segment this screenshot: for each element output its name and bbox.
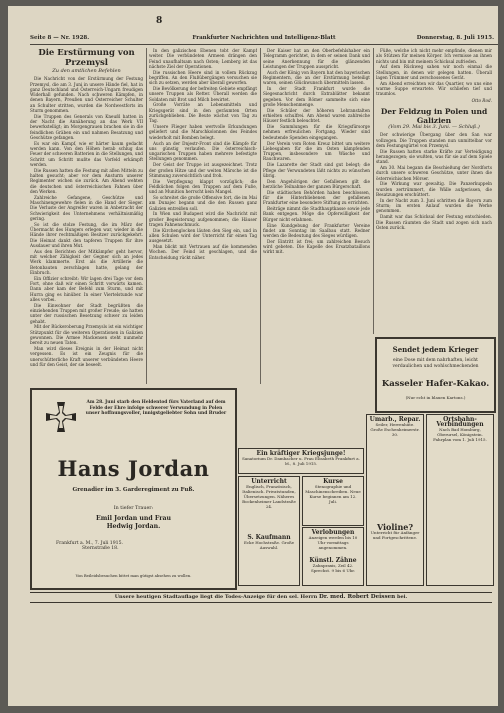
paragraph: Auf dem Rückweg sahen wir noch einmal die Stellungen, in denen wir gelegen hatten. Überall lagen Trümmer und zerschossenes Gerät. [376, 64, 492, 80]
newspaper-page [8, 6, 498, 706]
ad-title: Kurse [323, 478, 343, 485]
ad-title: Unterricht [251, 478, 287, 485]
article-signature: Otto Rod. [471, 97, 492, 103]
mourning-line: In tiefer Trauer: [113, 506, 154, 511]
notice-name: Dr. med. Robert Deissen [318, 594, 396, 600]
blank-margin [30, 604, 492, 704]
address: Sternstraße 18. [82, 546, 119, 552]
paragraph: Die Wirkung war gewaltig. Die Panzerkuppeln wurden zertrümmert, die Wälle aufgerissen, die Besatzungen erschüttert. [376, 181, 492, 198]
paragraph: Eine Kundgebung der Frankfurter Vereine findet am Sonntag im Saalbau statt. Redner werden die Bedeutung des Sieges würdigen. [263, 222, 370, 239]
paragraph: Am 30. Mai begann die Beschießung der Nordforts durch unsere schweren Geschütze, unter ihnen die österreichischen Mörser. [376, 165, 492, 181]
column-main-article [30, 48, 143, 380]
article-body [30, 76, 143, 367]
paragraph: Auch an der Dnjestr-Front sind die Kämpfe für uns günstig verlaufen. Die österreichisch-ungarischen Truppen haben mehrere befestigte Stellungen genommen. [149, 140, 257, 162]
promo-product: Kasseler Hafer-Kakao. [381, 379, 490, 389]
paragraph: Man wird dieses Ereignis in der Heimat nicht vergessen. Es ist ein Zeugnis für die unerschütterliche Kraft unserer verbündeten Heere und für den Geist, der sie beseelt. [30, 346, 143, 368]
ad-title: Verlobungen [311, 529, 355, 536]
ad-text: Stenographie und Maschinenschreiben. Neue Kurse beginnen am 12. Juli. [305, 484, 361, 504]
page-number: 8 [156, 16, 163, 26]
notice-text: bei. [396, 594, 408, 600]
paragraph: Die Russen hatten starke Kräfte zur Verteidigung herangezogen; sie wußten, was für sie auf dem Spiele stand. [376, 148, 492, 165]
ad-zaehne [302, 527, 364, 586]
column-far-right-article [376, 48, 492, 332]
paragraph: Damit war das Schicksal der Festung entschieden. Die Russen räumten die Stadt und zogen sich nach Osten zurück. [376, 214, 492, 230]
promo-note: (Nur echt in blauen Kartons.) [405, 395, 466, 400]
masthead: Frankfurter Nachrichten und Intelligenz-Blatt [192, 35, 336, 41]
ad-text: Ecke Hochstraße. Große Auswahl. [243, 540, 295, 550]
paragraph: Der Eintritt ist frei; um zahlreichen Besuch wird gebeten. Die Kapelle des Ersatzbataillons wirkt mit. [263, 238, 370, 255]
ad-text: Seiler, Herrenhüte. Große Eschenheimerstr. 30. [370, 422, 420, 437]
paragraph: Große Vorräte an Lebensmitteln und Kriegsgerät sind in den geräumten Orten zurückgeblieben. Die Beute wächst von Tag zu Tag. [149, 102, 257, 124]
ad-text: Sanatorium Dr. Dambacher u. Frau Elisabeth Frankfurt a. M., 8. Juli 1915. [242, 456, 360, 466]
page-label: Seite 8 — Nr. 1928. [30, 35, 90, 41]
page-header [30, 34, 498, 45]
mourner-name: Emil Jordan und Frau [96, 515, 171, 522]
ad-title: Violine? [376, 522, 414, 532]
paragraph: Mit der Rückeroberung Przemysls ist ein wichtiger Stützpunkt für die weiteren Operationen in Galizien gewonnen. Die Armee Mackensen steht nunmehr bereit zu neuen Taten. [30, 324, 143, 346]
ad-title: Künstl. Zähne [309, 557, 357, 564]
ad-umarbeitung [366, 414, 424, 586]
paragraph: In der Nacht zum 3. Juni schritten die Bayern zum Sturm; im ersten Anlauf wurden die Werke genommen. [376, 197, 492, 214]
ad-text: Englisch, Französisch, Italienisch. Privatstunden, Übersetzungen. Näheres Bockenheimer Landstraße 24. [242, 484, 296, 509]
paragraph: Es war ein Kampf, wie er härter kaum gedacht werden kann. Von den Höhen herab schlug das Feuer der schweren Batterien in die Stellungen, und Schritt um Schritt mußte das Vorfeld erkämpft werden. [30, 140, 143, 168]
paragraph: In den galizischen Ebenen tobt der Kampf weiter. Die verbündeten Armeen drängen den Feind unaufhaltsam nach Osten; Lemberg ist das nächste Ziel der Operationen. [149, 48, 257, 69]
place-date: Frankfurt a. M., 7. Juli 1915. [56, 541, 123, 546]
paragraph: Die städtischen Behörden haben beschlossen, für die Hinterbliebenen der gefallenen Frankfurter eine besondere Stiftung zu errichten. [263, 189, 370, 206]
ad-title: Umarb., Repar. [369, 416, 421, 423]
paragraph: Die Bevölkerung der befreiten Gebiete empfängt unsere Truppen als Retter. Überall werden die Soldaten mit Brot und Milch bewirtet. [149, 86, 257, 102]
column-divider [146, 48, 147, 384]
ad-kurse [302, 476, 364, 526]
ad-text: Nach Bad Homburg, Oberursel, Königstein. Fahrplan vom 1. Juli 1915. [433, 427, 487, 442]
paragraph: Der schwierige Übergang über den San war vollzogen. Die Truppen standen nun unmittelbar vor dem Festungsgürtel von Przemysl. [376, 132, 492, 148]
paragraph: Die Sammlungen für die Kriegsfürsorge nehmen erfreulichen Fortgang. Wieder sind bedeutende Spenden eingegangen. [263, 124, 370, 140]
article-body [376, 132, 492, 230]
paragraph: In der Stadt Frankfurt wurde die Siegesnachricht durch Extrablätter bekannt gegeben. Vor dem Römer sammelte sich eine große Menschenmenge. [263, 86, 370, 107]
paragraph: Die Einwohner der Stadt begrüßten die einziehenden Truppen mit großer Freude; sie hatten unter der russischen Besetzung schwer zu leiden gehabt. [30, 302, 143, 324]
paragraph: So schreitet die große Offensive fort, die im Mai am Dunajec begann und die den Russen ganz Galizien entreißen soll. [149, 195, 257, 211]
deceased-name: Hans Jordan [57, 456, 210, 481]
paragraph: Man blickt mit Vertrauen auf die kommenden Wochen. Der Feind ist geschlagen, und die Entscheidung rückt näher. [149, 244, 257, 260]
deceased-rank: Grenadier im 3. Garderegiment zu Fuß. [72, 487, 195, 493]
mourner-name: Hedwig Jordan. [106, 523, 161, 530]
column-divider [373, 48, 374, 334]
paragraph: Die Russen hatten die Festung mit allen Mitteln zu halten gesucht; aber vor dem Ansturm unserer Regimenter wichen sie zurück. Am Abend wehten die deutschen und österreichischen Fahnen über den Werken. [30, 167, 143, 195]
obituary-intro: Am 28. Juni starb den Heldentod fürs Vaterland auf dem Felde der Ehre infolge schwerer Verwundung in Polen unser hoffnungsvoller, innigstgeliebter Sohn und Bruder [85, 400, 227, 417]
section-subtitle: (Vom 29. Mai bis 3. Juni. — Schluß.) [388, 123, 480, 130]
column-divider [260, 48, 261, 384]
paragraph: Unsere Flieger haben wertvolle Erkundungen geliefert und die Marschkolonnen des Feindes wiederholt mit Bomben belegt. [149, 124, 257, 140]
paragraph: Der Geist der Truppe ist ausgezeichnet. Trotz der großen Hitze und der weiten Märsche ist die Stimmung zuversichtlich und froh. [149, 162, 257, 178]
article-body [376, 48, 492, 97]
promo-box [375, 337, 496, 413]
section-title: Der Feldzug in Polen und Galizien [380, 106, 488, 125]
obituary-notice [30, 388, 237, 590]
ad-unterricht [238, 476, 300, 586]
paragraph: Die russischen Heere sind in vollem Rückzug begriffen. An den Flußübergängen versuchen sie sich zu setzen, werden aber überall geworfen. [149, 69, 257, 86]
ad-text: Unterricht für Anfänger und Fortgeschrittene. [370, 530, 420, 540]
paragraph: Die Nachricht von der Erstürmung der Festung Przemysl, die am 3. Juni in unsere Hände fiel, hat in ganz Deutschland und Österreich-Ungarn freudigen Widerhall gefunden. Nach schweren Kämpfen, in denen Bayern, Preußen und Österreicher Schulter an Schulter stritten, wurden die Nordwestforts im Sturm genommen. [30, 76, 143, 114]
paragraph: Am Abend erreichten wir das Quartier, wo uns eine warme Suppe erwartete. Wir schliefen tief und traumlos. [376, 80, 492, 97]
article-subtitle: Zu den amtlichen Befehlen [52, 68, 121, 74]
paragraph: Die Truppen des Generals von Kneußl hatten in der Nacht die Annäherung an das Werk VII bewerkstelligt; im Morgengrauen brachen sie in die feindlichen Gräben ein und nahmen Besatzung und Geschütze gefangen. [30, 113, 143, 141]
ad-ortsbahn [426, 414, 494, 586]
paragraph: Der Verein vom Roten Kreuz bittet um weitere Liebesgaben für die im Osten kämpfenden Truppen, insbesondere um Wäsche und Rauchwaren. [263, 140, 370, 162]
article-body [263, 48, 370, 255]
paragraph: Den Angehörigen der Gefallenen gilt die herzliche Teilnahme der ganzen Bürgerschaft. [263, 178, 370, 189]
obituary-place-date [56, 541, 123, 552]
paragraph: Die Verpflegung klappt vorzüglich; die Feldküchen folgen den Truppen auf dem Fuße, und an Munition herrscht kein Mangel. [149, 178, 257, 195]
promo-heading: Sendet jedem Krieger [392, 345, 479, 354]
article-body [149, 48, 257, 260]
paragraph: So ist die stolze Festung, die im März der Übermacht des Hungers erlegen war, wieder in die Hände ihrer rechtmäßigen Besitzer zurückgekehrt. Die Heimat dankt den tapferen Truppen für ihre Ausdauer und ihren Mut. [30, 221, 143, 248]
paragraph: Der Kaiser hat an den Oberbefehlshaber ein Telegramm gerichtet, in dem er seinen Dank und seine Anerkennung für die glänzenden Leistungen der Truppen ausspricht. [263, 48, 370, 69]
paragraph: Die Lazarette der Stadt sind gut belegt; die Pflege der Verwundeten läßt nichts zu wünschen übrig. [263, 162, 370, 178]
mourners [32, 515, 235, 531]
ad-title: Ein kräftiger Kriegsjunge! [256, 450, 346, 457]
paragraph: Die Schüler der höheren Lehranstalten erhielten schulfrei. Am Abend waren zahlreiche Häuser festlich beleuchtet. [263, 107, 370, 124]
ad-title: S. Kaufmann [247, 534, 291, 541]
promo-text: eine Dose mit dem nahrhaften, leicht verdaulichen und wohlschmeckenden [392, 358, 479, 369]
column-mid-article [149, 48, 257, 380]
paragraph: Zahlreiche Gefangene, Geschütze und Maschinengewehre fielen in die Hand der Sieger. Die Verluste der Angreifer waren in Anbetracht der Schwierigkeit des Unternehmens verhältnismäßig gering. [30, 194, 143, 222]
paragraph: Auch der König von Bayern hat den bayerischen Regimentern, die an der Erstürmung beteiligt waren, seinen Glückwunsch übermitteln lassen. [263, 69, 370, 86]
article-title: Die Erstürmung von Przemysl [38, 48, 135, 68]
ad-text: Anzeigen werden bis 10 Uhr vormittags angenommen. [308, 535, 358, 550]
iron-cross-icon [44, 400, 78, 434]
paragraph: Aus den Berichten der Mitkämpfer geht hervor, mit welcher Zähigkeit der Gegner sich an jedes Werk klammerte. Erst als die Artillerie die Betonbauten zerschlagen hatte, gelang der Einbruch. [30, 248, 143, 275]
paragraph: Ein Offizier schreibt: Wir lagen drei Tage vor dem Fort, ohne daß wir einen Schritt vorwärts kamen. Dann aber kam der Befehl zum Sturm, und mit Hurra ging es hinüber. In einer Viertelstunde war alles vorbei. [30, 275, 143, 302]
ad-title: Ortsbahn-Verbindungen [436, 416, 484, 428]
paragraph: Beiträge nimmt die Stadthauptkasse sowie jede Bank entgegen. Möge die Opferwilligkeit der Bürger nicht erlahmen. [263, 206, 370, 222]
ad-text: Zahnpraxis, Zeil 42. Sprechst. 9 bis 6 Uhr. [310, 563, 356, 573]
paragraph: Füße, welche ich nicht mehr empfinde, dienen mir als Stützen für meinen Körper. Ich vermisse an ihnen nichts und bin mit meinem Schicksal zufrieden. [376, 48, 492, 64]
paragraph: Die Kirchenglocken läuten den Sieg ein, und in allen Schulen wird der Unterricht für einen Tag ausgesetzt. [149, 227, 257, 244]
obituary-footnote: Von Beileidsbesuchen bittet man gütigst absehen zu wollen. [75, 573, 192, 578]
ad-kriegsjunge [238, 448, 364, 474]
paragraph: In Wien und Budapest wird die Nachricht mit großer Begeisterung aufgenommen; die Häuser tragen Fahnenschmuck. [149, 211, 257, 227]
bottom-notice [30, 592, 492, 603]
issue-date: Donnerstag, 8. Juli 1915. [416, 35, 494, 41]
notice-text: Unsere heutigen Stadtauflage liegt die Todes-Anzeige für den sel. Herrn [114, 594, 318, 600]
